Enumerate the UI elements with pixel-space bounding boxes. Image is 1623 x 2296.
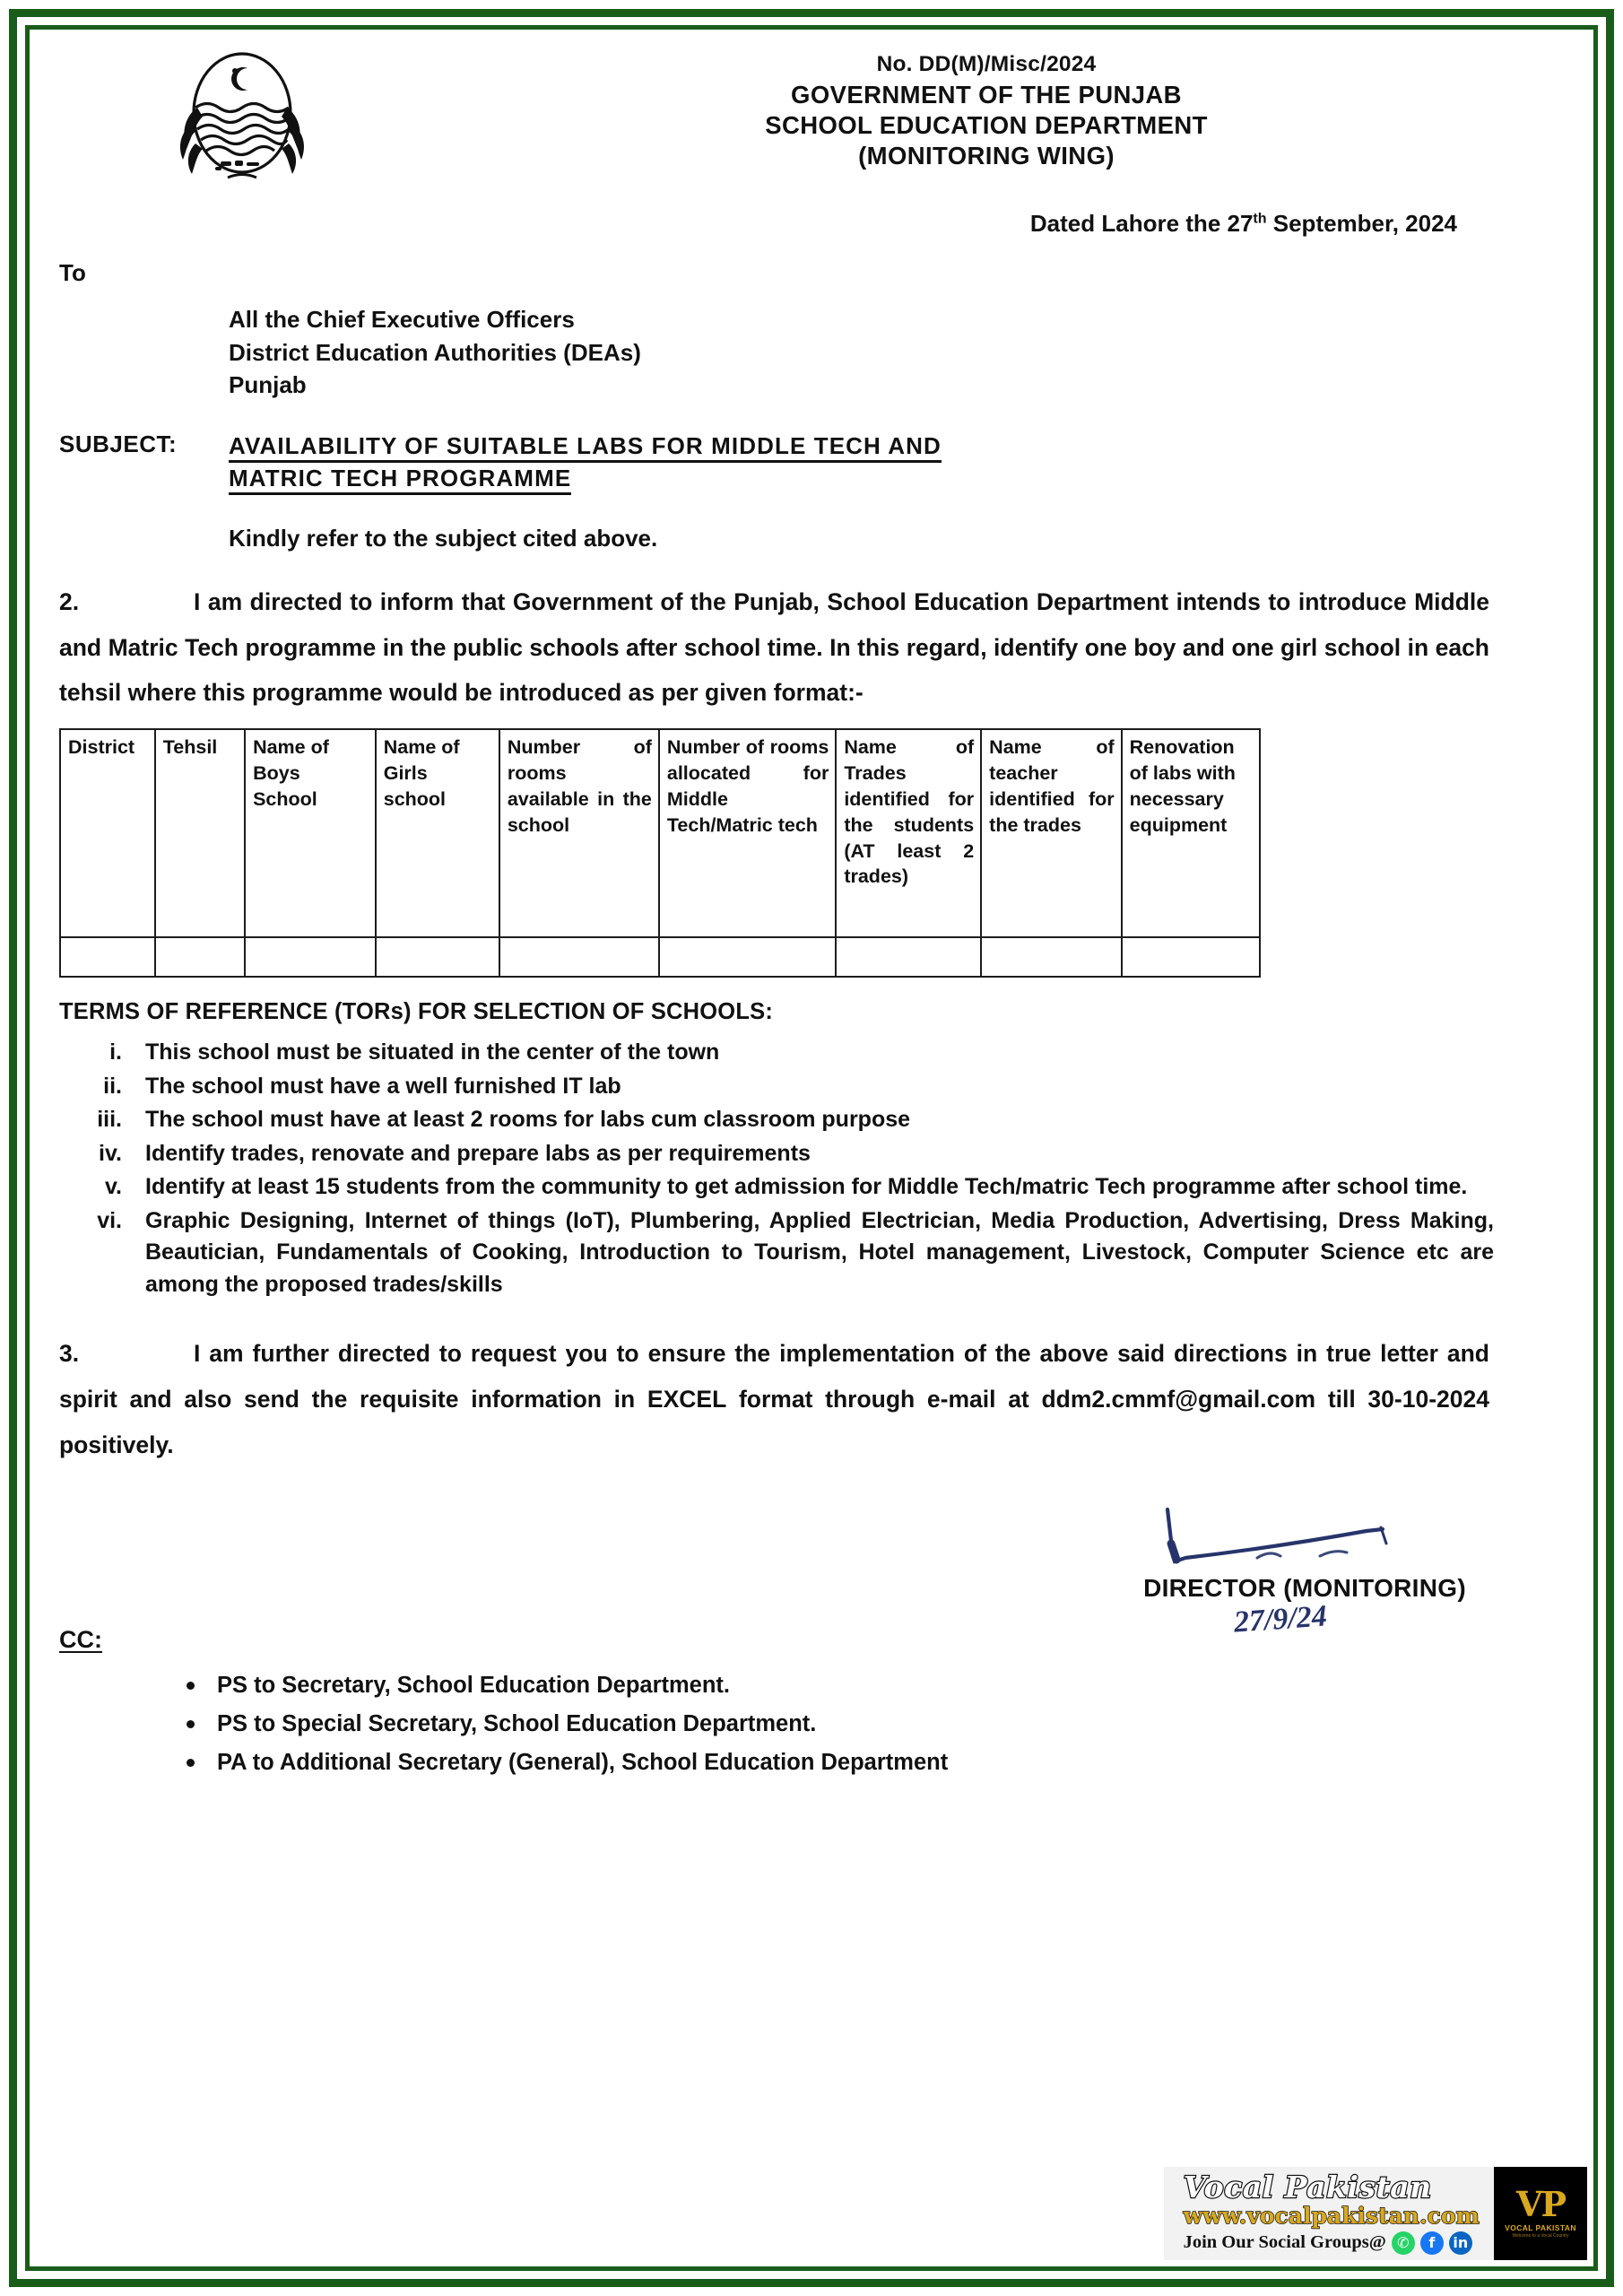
- format-table: [59, 728, 1261, 978]
- recipient-line-3: Punjab: [229, 371, 307, 399]
- col-rooms-available: Number of rooms available in the school: [499, 729, 659, 937]
- brand-text-block: [1164, 2167, 1494, 2260]
- handwritten-date: 27/9/24: [1232, 1599, 1329, 1639]
- tor-text: This school must be situated in the center of the town: [145, 1039, 720, 1065]
- date-prefix: Dated Lahore the 27: [1029, 210, 1254, 237]
- facebook-icon[interactable]: f: [1420, 2231, 1444, 2255]
- excel-emphasis: EXCEL: [647, 1386, 727, 1413]
- vocal-pakistan-watermark: [1164, 2167, 1587, 2260]
- subject-label: SUBJECT:: [59, 430, 178, 457]
- paragraph-3-part-1: I am further directed to request you to ensure the implementation of the above said directions in true letter and spirit and also send the requisite information in: [59, 1340, 1489, 1413]
- recipient-line-2: District Education Authorities (DEAs): [229, 338, 641, 366]
- header-text-block: [484, 52, 1488, 170]
- whatsapp-icon[interactable]: ✆: [1392, 2231, 1415, 2255]
- paragraph-3-number: 3.: [59, 1340, 80, 1368]
- brand-logo-box: [1494, 2167, 1587, 2260]
- col-trades-identified: Name of Trades identified for the students (AT least 2 trades): [836, 729, 981, 937]
- tor-numeral: i.: [109, 1039, 122, 1065]
- paragraph-3: [59, 1331, 1489, 1468]
- col-district: District: [60, 729, 155, 937]
- col-rooms-allocated: Number of rooms allocated for Middle Tech/Matric tech: [659, 729, 836, 937]
- tor-heading: TERMS OF REFERENCE (TORs) FOR SELECTION OF SCHOOLS:: [59, 999, 774, 1025]
- brand-logo-mark: VP: [1515, 2184, 1566, 2225]
- date-suffix: September, 2024: [1266, 210, 1457, 237]
- list-item: [59, 1104, 1494, 1136]
- tor-text: The school must have a well furnished IT lab: [145, 1073, 621, 1099]
- list-item: PS to Special Secretary, School Education Department.: [179, 1705, 1587, 1744]
- document-sheet: [36, 36, 1587, 2260]
- cc-list: [179, 1666, 1587, 1781]
- paragraph-3-part-3: till 30-10-2024 positively.: [59, 1386, 1489, 1459]
- brand-title: Vocal Pakistan: [1183, 2170, 1432, 2205]
- tor-text: Graphic Designing, Internet of things (IoT), Plumbering, Applied Electrician, Media Production, Advertising, Dress Making, Beautician, Fundamentals of Cooking, Introduction to Tourism, Hotel management, Livestock, Computer Science etc are among the proposed trades/skills: [145, 1207, 1494, 1297]
- cell-teacher[interactable]: [981, 937, 1121, 977]
- cell-renovation[interactable]: [1122, 937, 1260, 977]
- department-line: SCHOOL EDUCATION DEPARTMENT: [765, 110, 1208, 139]
- col-renovation: Renovation of labs with necessary equipment: [1122, 729, 1260, 937]
- tor-numeral: iii.: [97, 1107, 122, 1133]
- tor-numeral: v.: [105, 1174, 122, 1200]
- cell-allocated[interactable]: [659, 937, 836, 977]
- list-item: PA to Additional Secretary (General), School Education Department: [179, 1744, 1587, 1782]
- cell-boys[interactable]: [245, 937, 376, 977]
- brand-website-url[interactable]: www.vocalpakistan.com: [1183, 2203, 1480, 2230]
- wing-line: (MONITORING WING): [858, 141, 1115, 170]
- paragraph-2-text: I am directed to inform that Government of the Punjab, School Education Department intends to introduce Middle and Matric Tech programme in the public schools after school time. In this regard, identify one boy and one girl school in each tehsil where this programme would be introduced as per given format:-: [59, 587, 1489, 707]
- table-row: [60, 937, 1260, 977]
- tor-text: The school must have at least 2 rooms for labs cum classroom purpose: [145, 1107, 911, 1133]
- subject-row: [59, 430, 1587, 495]
- list-item: [59, 1037, 1494, 1069]
- social-groups-row: [1184, 2231, 1480, 2255]
- subject-text: [229, 430, 1018, 495]
- cell-trades[interactable]: [836, 937, 981, 977]
- join-label: Join Our Social Groups@: [1183, 2232, 1386, 2253]
- cell-district[interactable]: [60, 937, 155, 977]
- tor-text: Identify at least 15 students from the community to get admission for Middle Tech/matric Tech programme after school time.: [145, 1174, 1468, 1200]
- subject-line-1: AVAILABILITY OF SUITABLE LABS FOR MIDDLE TECH AND: [229, 432, 942, 463]
- list-item: PS to Secretary, School Education Department.: [179, 1666, 1587, 1705]
- handwritten-signature-icon: [1142, 1504, 1429, 1581]
- tor-numeral: ii.: [103, 1073, 122, 1099]
- linkedin-icon[interactable]: in: [1449, 2231, 1472, 2255]
- cc-label: CC:: [59, 1625, 102, 1653]
- col-tehsil: Tehsil: [155, 729, 245, 937]
- punjab-government-emblem-icon: [161, 43, 323, 187]
- list-item: [59, 1205, 1494, 1301]
- col-teacher-identified: Name of teacher identified for the trades: [981, 729, 1121, 937]
- tor-text: Identify trades, renovate and prepare labs as per requirements: [145, 1140, 811, 1166]
- tor-numeral: iv.: [99, 1140, 122, 1166]
- date-ordinal: th: [1253, 211, 1267, 227]
- brand-logo-name: VOCAL PAKISTAN: [1505, 2222, 1576, 2232]
- cell-tehsil[interactable]: [155, 937, 245, 977]
- email-address: ddm2.cmmf@gmail.com: [1041, 1386, 1316, 1413]
- subject-line-2: MATRIC TECH PROGRAMME: [229, 465, 571, 495]
- list-item: [59, 1138, 1494, 1170]
- table-header-row: [60, 729, 1260, 937]
- cell-girls[interactable]: [376, 937, 499, 977]
- tor-numeral: vi.: [97, 1207, 122, 1233]
- list-item: [59, 1171, 1494, 1204]
- paragraph-2-number: 2.: [59, 587, 80, 615]
- paragraph-3-part-2: format through e-mail at: [726, 1386, 1042, 1413]
- date-line: [36, 210, 1587, 238]
- signatory-title: DIRECTOR (MONITORING): [1143, 1573, 1466, 1602]
- document-header: [36, 36, 1587, 197]
- government-line-1: GOVERNMENT OF THE PUNJAB: [791, 81, 1182, 109]
- list-item: [59, 1071, 1494, 1103]
- document-number: No. DD(M)/Misc/2024: [876, 52, 1097, 76]
- recipient-block: [229, 303, 1587, 402]
- col-girls-school: Name of Girls school: [376, 729, 499, 937]
- col-boys-school: Name of Boys School: [245, 729, 376, 937]
- kindly-refer-text: Kindly refer to the subject cited above.: [229, 524, 658, 552]
- to-label: To: [59, 259, 86, 286]
- tor-list: [59, 1037, 1494, 1300]
- cell-available[interactable]: [499, 937, 659, 977]
- brand-logo-tagline: Welcome to a Vocal Country: [1512, 2232, 1569, 2239]
- recipient-line-1: All the Chief Executive Officers: [229, 306, 575, 333]
- paragraph-2: [59, 579, 1489, 717]
